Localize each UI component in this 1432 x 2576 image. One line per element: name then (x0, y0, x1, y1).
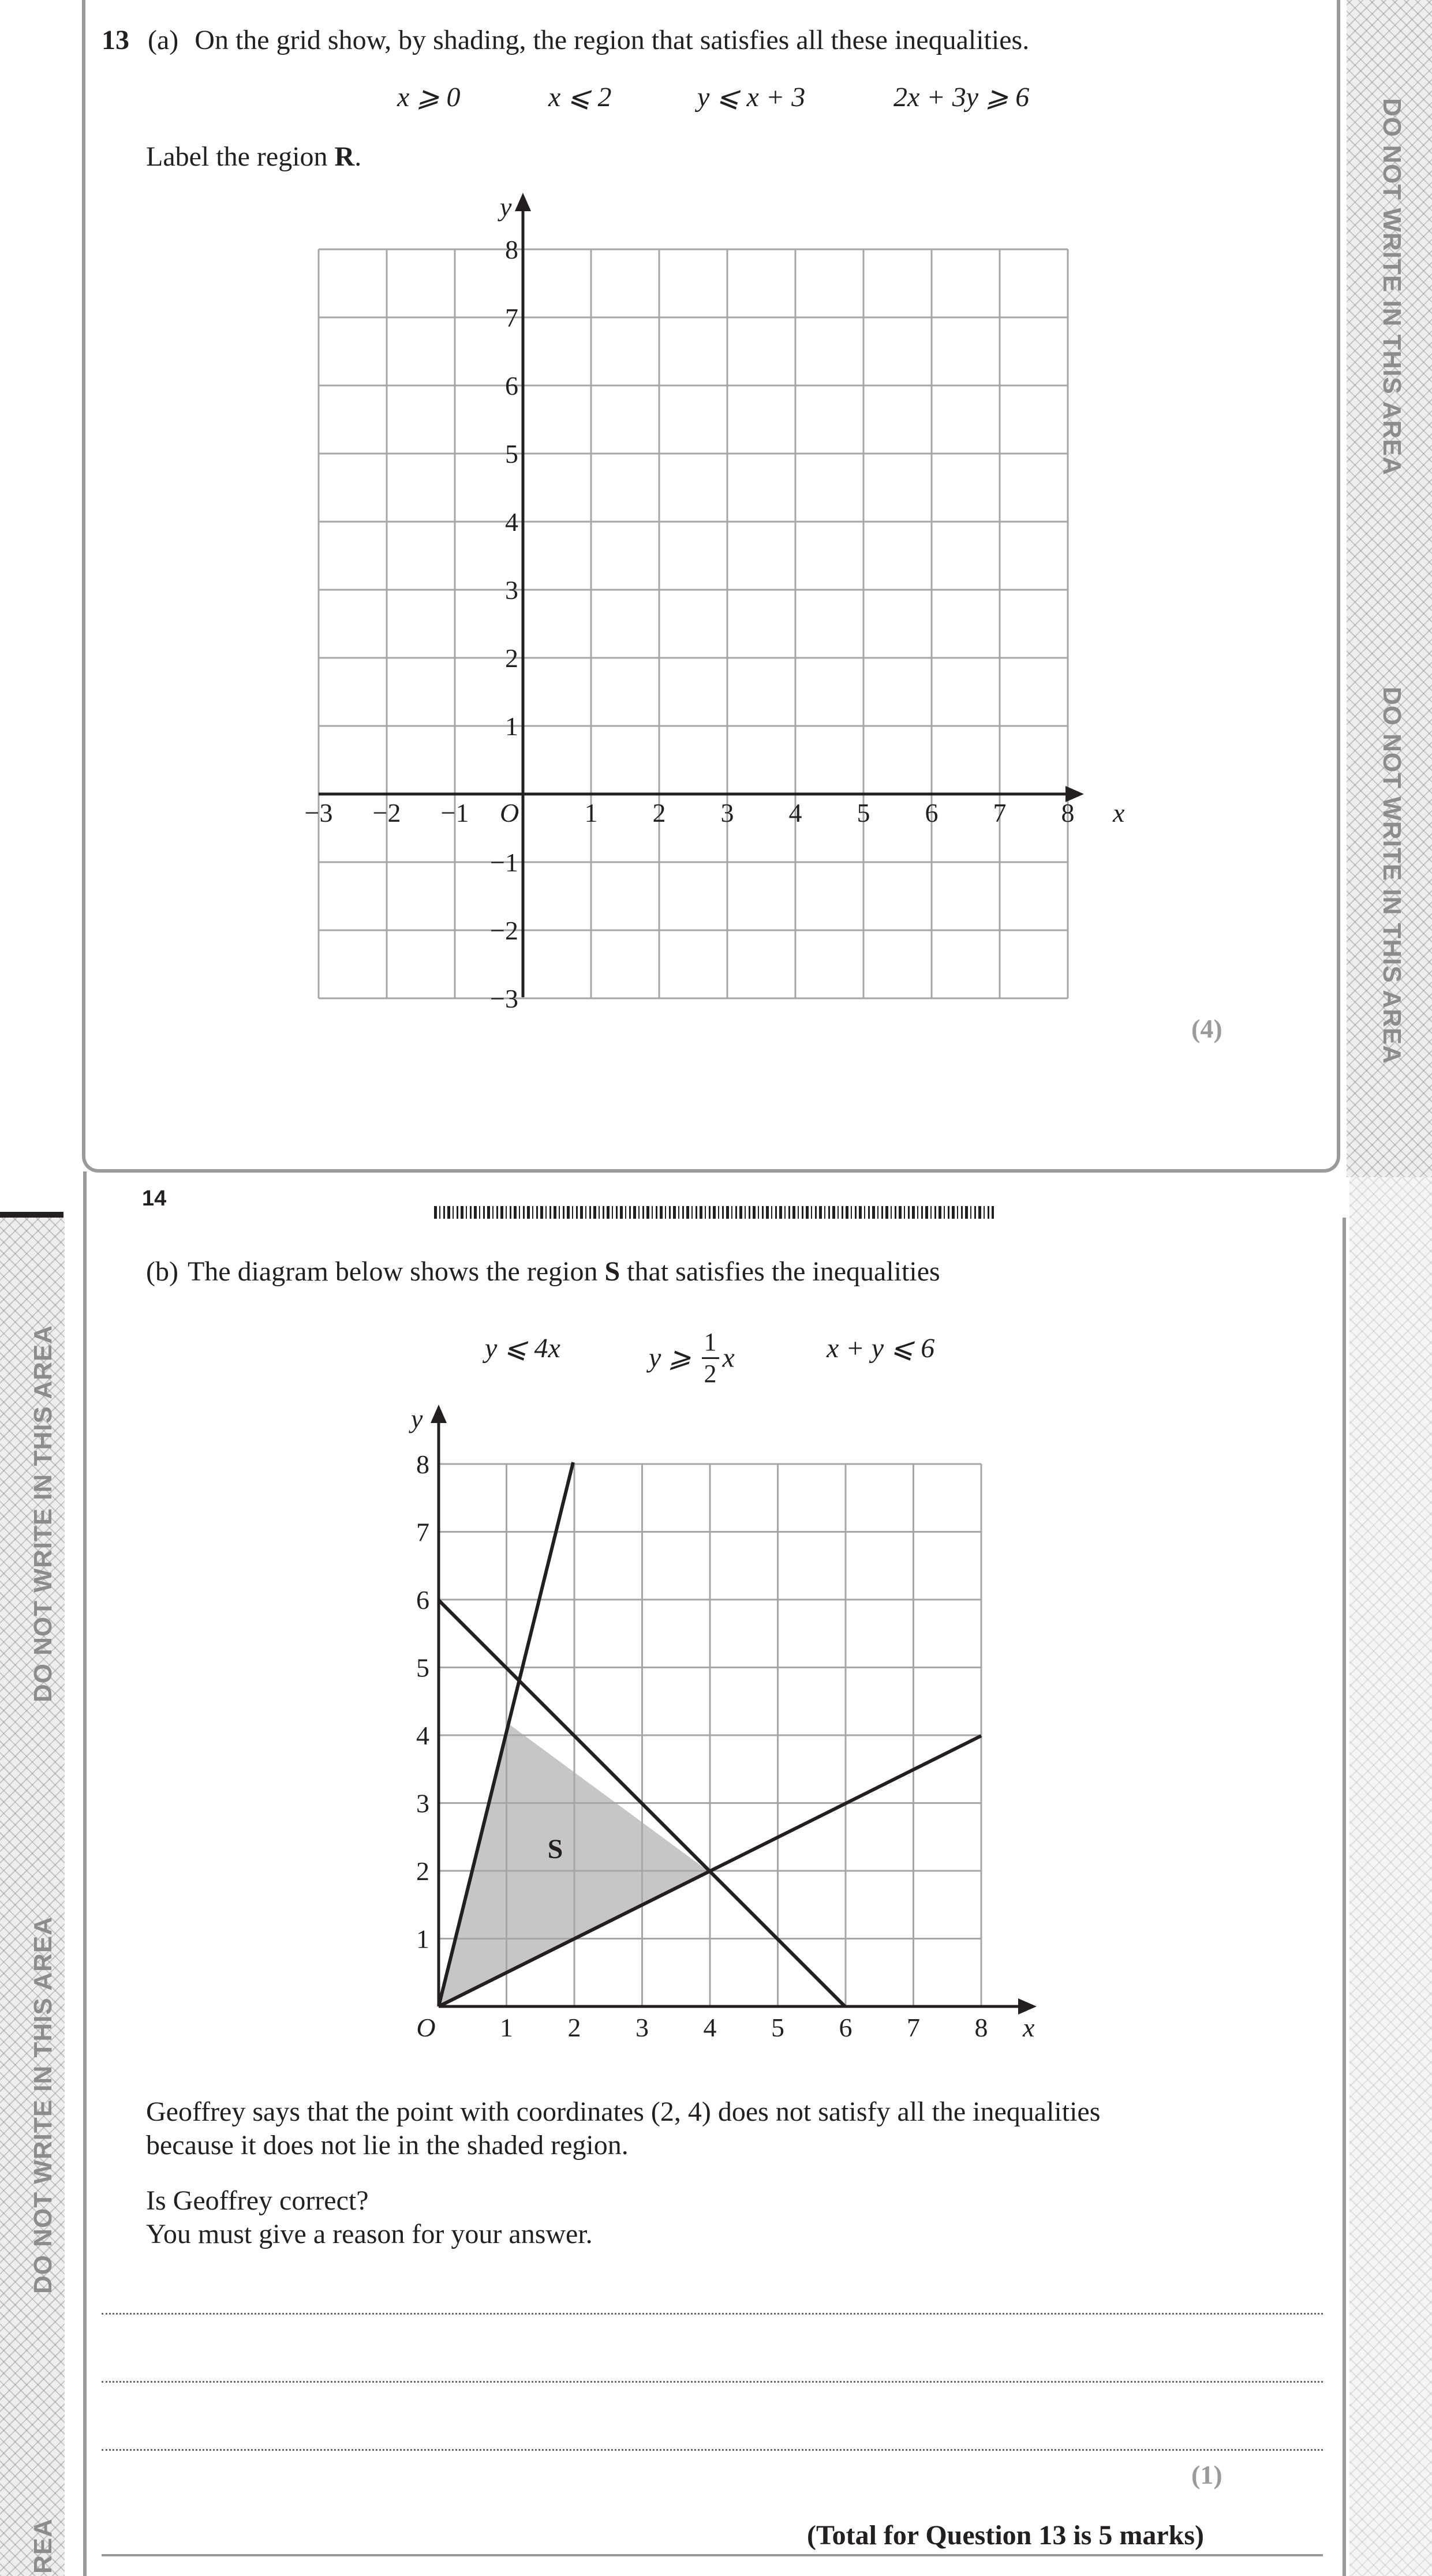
y-tick-label: 3 (505, 575, 518, 605)
margin-warning-left-2: DO NOT WRITE IN THIS AREA (29, 1916, 57, 2294)
page-number: 14 (142, 1186, 167, 1211)
x-tick-label: 3 (720, 798, 734, 828)
inequality-b-3: x + y ⩽ 6 (827, 1333, 935, 1364)
x-tick-label: 2 (652, 798, 666, 828)
x-tick-label-b: 8 (974, 2013, 988, 2042)
x-tick-label: 8 (1061, 798, 1075, 828)
x-tick-label: 1 (584, 798, 598, 828)
x-axis-arrow-b (1018, 1998, 1037, 2015)
margin-warning-left-1: DO NOT WRITE IN THIS AREA (29, 1324, 57, 1702)
y-tick-label-b: 5 (416, 1653, 429, 1683)
y-axis-label-b: y (411, 1404, 423, 1433)
question-line-2: You must give a reason for your answer. (146, 2219, 593, 2249)
question-number: 13 (102, 25, 129, 55)
inequality-b-2: y ⩾ $\frac{1}{2}$ x (649, 1328, 735, 1388)
y-tick-label: 4 (505, 507, 518, 537)
y-tick-label: −1 (490, 848, 518, 877)
x-tick-label: −2 (372, 798, 401, 828)
y-tick-label: −3 (490, 984, 518, 1013)
marks-part-b: (1) (1191, 2460, 1222, 2489)
x-tick-label: 4 (788, 798, 802, 828)
question-line-1: Is Geoffrey correct? (146, 2185, 369, 2216)
x-tick-label-b: 5 (771, 2013, 784, 2042)
y-tick-label-b: 4 (416, 1721, 429, 1750)
x-tick-label-b: 2 (567, 2013, 581, 2042)
statement-line-2: because it does not lie in the shaded region. (146, 2130, 629, 2161)
y-axis-label: y (500, 192, 512, 222)
answer-line-2[interactable] (102, 2381, 1323, 2383)
inequality-2: x ⩽ 2 (548, 82, 612, 113)
x-tick-label: −3 (304, 798, 333, 828)
bottom-rule (102, 2554, 1323, 2556)
x-tick-label: 6 (925, 798, 939, 828)
inequality-3: y ⩽ x + 3 (697, 82, 806, 113)
y-axis-arrow-b (431, 1405, 447, 1423)
margin-warning-right-2: DO NOT WRITE IN THIS AREA (1378, 687, 1406, 1065)
margin-warning-left-3: REA (29, 2518, 57, 2574)
y-tick-label: 1 (505, 712, 518, 741)
x-tick-label-b: 4 (703, 2013, 717, 2042)
x-axis-label: x (1113, 798, 1125, 828)
inequality-4: 2x + 3y ⩾ 6 (893, 82, 1030, 113)
origin-label: O (500, 798, 519, 828)
margin-warning-right-1: DO NOT WRITE IN THIS AREA (1378, 98, 1406, 476)
statement-line-1: Geoffrey says that the point with coordinates (2, 4) does not satisfy all the inequalities (146, 2096, 1101, 2127)
x-tick-label: 5 (857, 798, 870, 828)
x-tick-label-b: 3 (635, 2013, 649, 2042)
x-tick-label-b: 6 (839, 2013, 853, 2042)
answer-line-1[interactable] (102, 2313, 1323, 2315)
y-tick-label: 2 (505, 643, 518, 673)
y-tick-label-b: 8 (416, 1450, 429, 1479)
y-tick-label-b: 6 (416, 1585, 429, 1615)
x-tick-label: −1 (440, 798, 469, 828)
y-tick-label-b: 1 (416, 1924, 429, 1954)
y-tick-label-b: 2 (416, 1856, 429, 1886)
part-a-label: (a) (148, 25, 179, 55)
x-tick-label-b: 1 (500, 2013, 513, 2042)
fraction-half: $\frac{1}{2}$ (702, 1330, 719, 1387)
total-marks: (Total for Question 13 is 5 marks) (807, 2520, 1205, 2551)
part-b-prompt: (b) The diagram below shows the region S that satisfies the inequalities (146, 1256, 940, 1287)
y-tick-label-b: 7 (416, 1517, 429, 1547)
y-tick-label: −2 (490, 916, 518, 945)
x-tick-label-b: 7 (907, 2013, 920, 2042)
y-tick-label-b: 3 (416, 1788, 429, 1818)
y-tick-label: 8 (505, 235, 518, 264)
marks-part-a: (4) (1191, 1014, 1222, 1043)
x-tick-label: 7 (993, 798, 1007, 828)
answer-line-3[interactable] (102, 2449, 1323, 2451)
inequality-1: x ⩾ 0 (397, 82, 461, 113)
origin-label-b: O (416, 2013, 436, 2042)
region-s-label: S (547, 1834, 563, 1864)
y-tick-label: 7 (505, 303, 518, 332)
label-region-instruction: Label the region R. (146, 141, 362, 172)
part-a-prompt: On the grid show, by shading, the region that satisfies all these inequalities. (195, 25, 1030, 55)
inequality-b-1: y ⩽ 4x (485, 1333, 560, 1364)
y-tick-label: 5 (505, 439, 518, 469)
x-axis-label-b: x (1023, 2013, 1035, 2042)
y-tick-label: 6 (505, 371, 518, 400)
